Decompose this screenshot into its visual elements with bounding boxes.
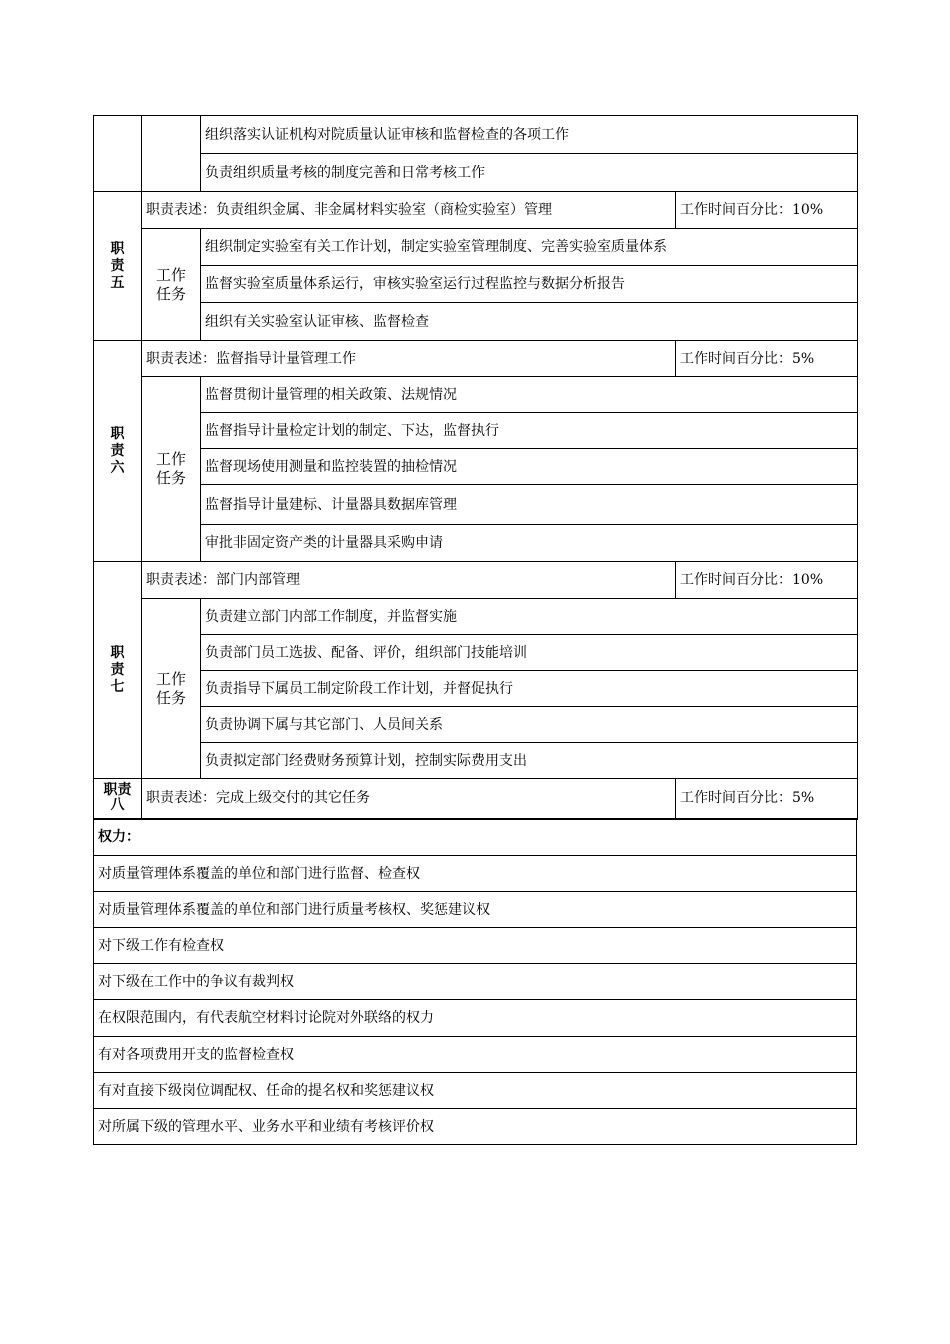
tasks-label-cell <box>142 116 201 192</box>
task-text: 组织制定实验室有关工作计划，制定实验室管理制度、完善实验室质量体系 <box>201 229 858 266</box>
top-task-row <box>94 116 858 154</box>
duty-5-label: 职 责 五 <box>94 192 142 341</box>
duty-label-cell <box>94 116 142 192</box>
task-text: 监督指导计量检定计划的制定、下达，监督执行 <box>201 413 858 449</box>
duty-6-tasks-label: 工作 任务 <box>142 377 201 562</box>
duty-7-desc-row <box>94 562 858 599</box>
duty-8-time-percent: 工作时间百分比：5% <box>676 779 858 819</box>
duty-6-description: 职责表述：监督指导计量管理工作 <box>142 341 676 377</box>
power-heading: 权力： <box>94 820 857 856</box>
task-row <box>94 707 858 743</box>
task-text: 负责指导下属员工制定阶段工作计划，并督促执行 <box>201 671 858 707</box>
task-text: 组织落实认证机构对院质量认证审核和监督检查的各项工作 <box>201 116 858 154</box>
duty-5-desc-row <box>94 192 858 229</box>
task-text: 组织有关实验室认证审核、监督检查 <box>201 303 858 341</box>
task-text: 负责协调下属与其它部门、人员间关系 <box>201 707 858 743</box>
task-row <box>94 485 858 525</box>
duty-5-time-percent: 工作时间百分比：10% <box>676 192 858 229</box>
task-text: 监督指导计量建标、计量器具数据库管理 <box>201 485 858 525</box>
task-text: 负责建立部门内部工作制度，并监督实施 <box>201 599 858 635</box>
task-text: 监督实验室质量体系运行，审核实验室运行过程监控与数据分析报告 <box>201 266 858 303</box>
task-row <box>94 377 858 413</box>
power-item: 对质量管理体系覆盖的单位和部门进行质量考核权、奖惩建议权 <box>94 892 857 928</box>
task-row <box>94 525 858 562</box>
task-row <box>94 635 858 671</box>
top-task-row <box>94 154 858 192</box>
power-item: 对质量管理体系覆盖的单位和部门进行监督、检查权 <box>94 856 857 892</box>
task-text: 负责部门员工选拔、配备、评价，组织部门技能培训 <box>201 635 858 671</box>
power-heading-row <box>94 820 857 856</box>
task-row <box>94 413 858 449</box>
job-description-sheet <box>93 115 857 1145</box>
task-text: 负责组织质量考核的制度完善和日常考核工作 <box>201 154 858 192</box>
task-row <box>94 743 858 779</box>
duty-8-description: 职责表述：完成上级交付的其它任务 <box>142 779 676 819</box>
duty-6-desc-row <box>94 341 858 377</box>
duty-6-label: 职 责 六 <box>94 341 142 562</box>
task-text: 审批非固定资产类的计量器具采购申请 <box>201 525 858 562</box>
duties-table <box>93 115 858 820</box>
task-text: 监督贯彻计量管理的相关政策、法规情况 <box>201 377 858 413</box>
task-row <box>94 303 858 341</box>
duty-5-tasks-label: 工作 任务 <box>142 229 201 341</box>
task-row <box>94 229 858 266</box>
task-row <box>94 671 858 707</box>
duty-8-label: 职责 八 <box>94 779 142 819</box>
task-row <box>94 266 858 303</box>
duty-8-desc-row <box>94 779 858 819</box>
power-item: 对所属下级的管理水平、业务水平和业绩有考核评价权 <box>94 1109 857 1145</box>
duty-7-label: 职 责 七 <box>94 562 142 779</box>
duty-7-time-percent: 工作时间百分比：10% <box>676 562 858 599</box>
duty-6-time-percent: 工作时间百分比：5% <box>676 341 858 377</box>
task-text: 负责拟定部门经费财务预算计划，控制实际费用支出 <box>201 743 858 779</box>
task-row <box>94 599 858 635</box>
duty-5-description: 职责表述：负责组织金属、非金属材料实验室（商检实验室）管理 <box>142 192 676 229</box>
power-item: 有对各项费用开支的监督检查权 <box>94 1037 857 1073</box>
power-item: 有对直接下级岗位调配权、任命的提名权和奖惩建议权 <box>94 1073 857 1109</box>
power-item: 在权限范围内，有代表航空材料讨论院对外联络的权力 <box>94 1000 857 1037</box>
duty-7-tasks-label: 工作 任务 <box>142 599 201 779</box>
task-text: 监督现场使用测量和监控装置的抽检情况 <box>201 449 858 485</box>
duty-7-description: 职责表述：部门内部管理 <box>142 562 676 599</box>
power-table <box>93 820 857 1146</box>
power-item: 对下级在工作中的争议有裁判权 <box>94 964 857 1000</box>
task-row <box>94 449 858 485</box>
power-item: 对下级工作有检查权 <box>94 928 857 964</box>
